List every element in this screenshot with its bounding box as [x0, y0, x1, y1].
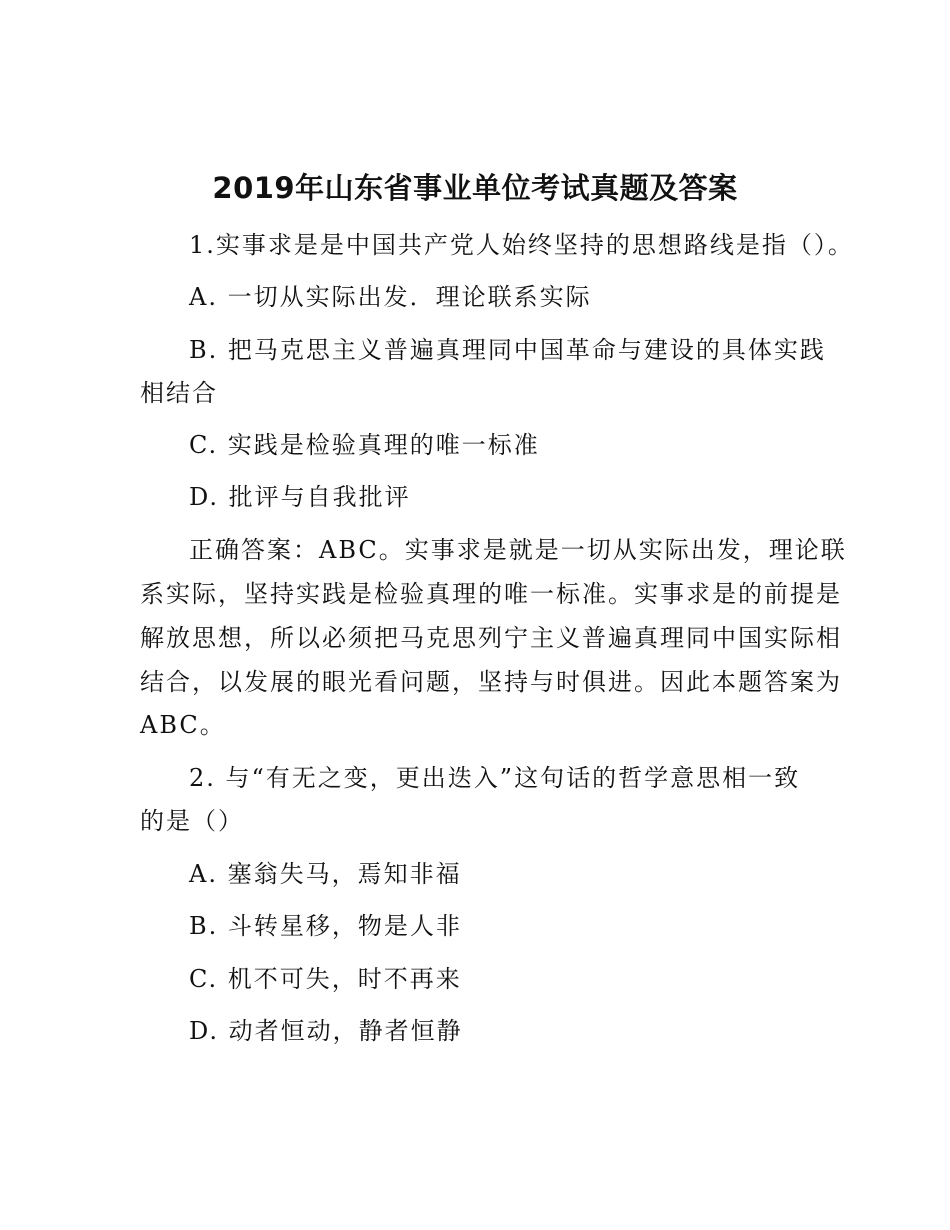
question-1-option-d: D. 批评与自我批评 — [189, 483, 411, 511]
question-2-option-d: D. 动者恒动，静者恒静 — [189, 1017, 463, 1045]
question-1-option-a: A. 一切从实际出发．理论联系实际 — [189, 283, 592, 311]
question-2-stem-continued: 的是（） — [140, 807, 244, 835]
question-1-answer-line: 正确答案：ABC。实事求是就是一切从实际出发，理论联 — [189, 536, 847, 564]
question-2-option-b: B. 斗转星移，物是人非 — [189, 912, 462, 940]
question-1-option-b-continued: 相结合 — [140, 379, 218, 407]
question-1-answer-line: 解放思想，所以必须把马克思列宁主义普遍真理同中国实际相 — [140, 624, 842, 652]
question-1-option-b: B. 把马克思主义普遍真理同中国革命与建设的具体实践 — [189, 336, 826, 364]
question-1-option-c: C. 实践是检验真理的唯一标准 — [189, 431, 540, 459]
question-1-answer-line: 系实际，坚持实践是检验真理的唯一标准。实事求是的前提是 — [140, 580, 842, 608]
question-1-answer-line: ABC。 — [140, 711, 226, 739]
question-1-answer-line: 结合，以发展的眼光看问题，坚持与时俱进。因此本题答案为 — [140, 668, 842, 696]
question-2-option-a: A. 塞翁失马，焉知非福 — [189, 860, 462, 888]
question-2-option-c: C. 机不可失，时不再来 — [189, 965, 462, 993]
question-2-stem: 2. 与“有无之变，更出迭入”这句话的哲学意思相一致 — [189, 764, 801, 792]
document-title: 2019年山东省事业单位考试真题及答案 — [212, 171, 738, 205]
question-1-stem: 1.实事求是是中国共产党人始终坚持的思想路线是指（）。 — [189, 231, 854, 259]
